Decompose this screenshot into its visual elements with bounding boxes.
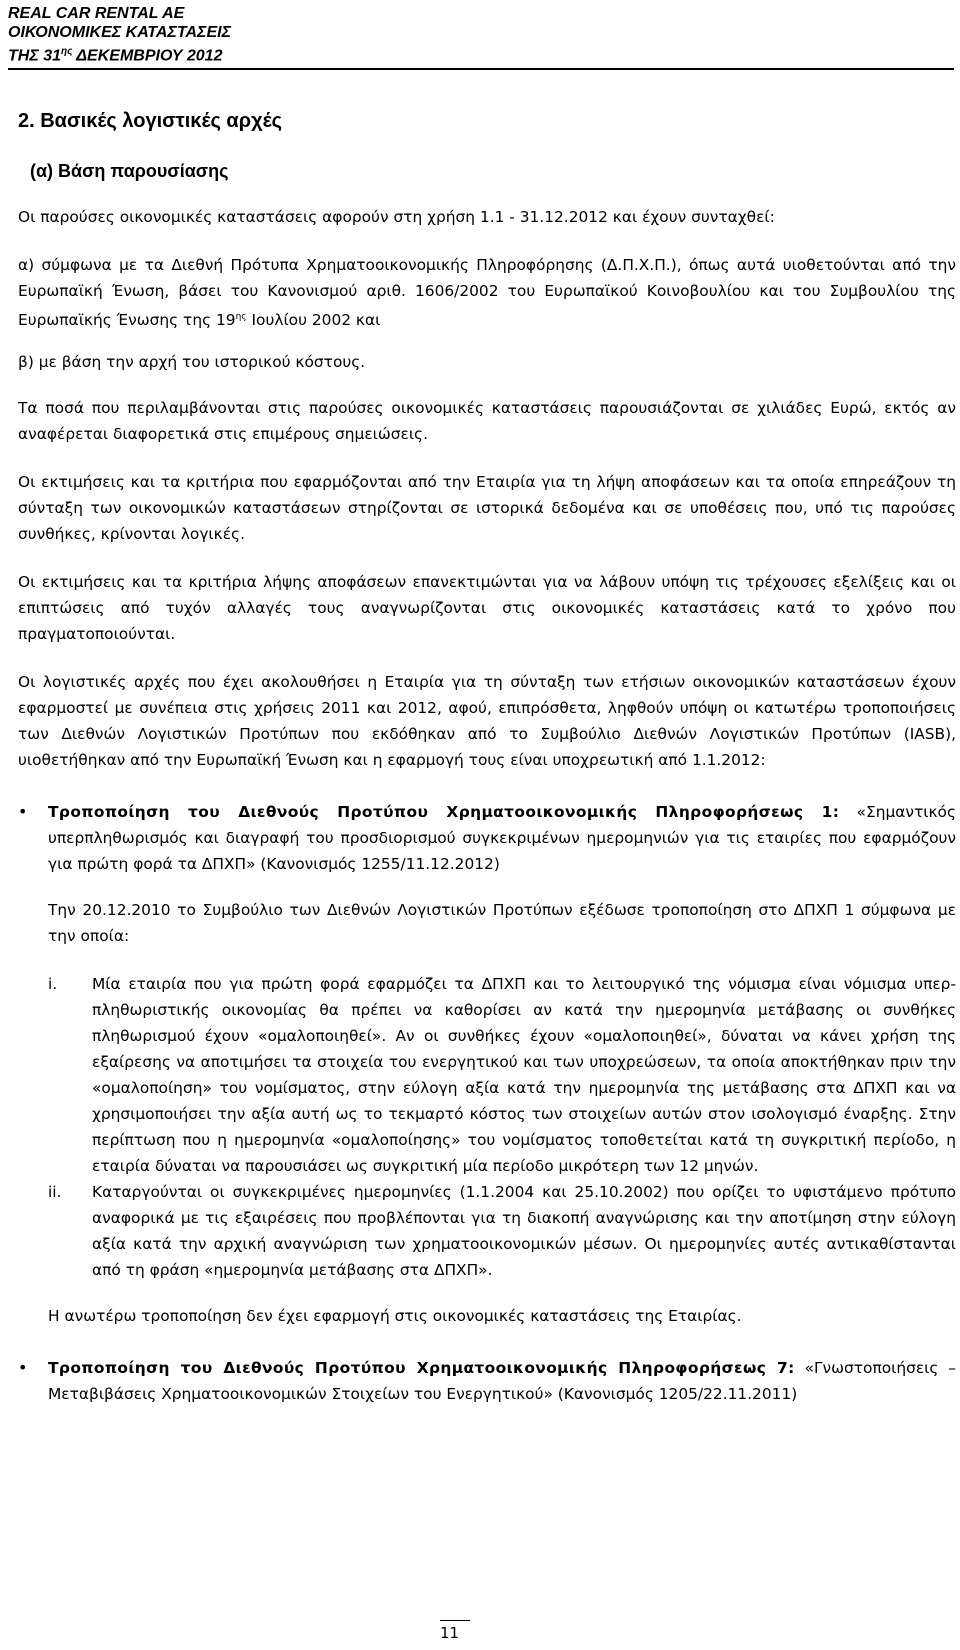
estimates-paragraph-1: Οι εκτιμήσεις και τα κριτήρια που εφαρμόζονται από την Εταιρία για τη λήψη αποφάσεων και τα οποία επηρεάζουν τη σύνταξη των οικονομικών καταστάσεων στηρίζονται σε ιστορικά δεδομένα και σε υποθέσεις που, υπό τις παρούσες συνθήκες, κρίνονται λογικές.: [18, 473, 956, 544]
bullet-icon: •: [18, 1358, 28, 1378]
list-item-number: ii.: [48, 1183, 62, 1202]
ifrs1-amendment-paragraph: Την 20.12.2010 το Συμβούλιο των Διεθνών Λογιστικών Προτύπων εξέδωσε τροποποίηση στο ΔΠΧΠ 1 σύμφωνα με την οποία:: [48, 901, 956, 946]
item-a-paragraph: α) σύμφωνα με τα Διεθνή Πρότυπα Χρηματοοικονομικής Πληροφόρησης (Δ.Π.Χ.Π.), όπως αυτά υιοθετούνται από την Ευρωπαϊκή Ένωση, βάσει του Κανονισμού αριθ. 1606/2002 του Ευρωπαϊκού Κοινοβουλίου και του Συμβουλίου της Ευρωπαϊκής Ένωσης της $19^{\eta\varsigma}$ Ιουλίου 2002 και: [18, 256, 956, 330]
document-header: [8, 4, 231, 65]
bullet-title: Τροποποίηση του Διεθνούς Προτύπου Χρηματοοικονομικής Πληροφορήσεως 7:: [48, 1359, 795, 1378]
item-b-paragraph: β) με βάση την αρχή του ιστορικού κόστους.: [18, 353, 366, 372]
list-item-text: Μία εταιρία που για πρώτη φορά εφαρμόζει τα ΔΠΧΠ και το λειτουργικό της νόμισμα είναι νόμισμα υπερ-πληθωριστικής οικονομίας θα πρέπει να καθορίσει αν κατά την ημερομηνία μετάβασης οι συνθήκες πληθωρισμού έχουν «ομαλοποιηθεί». Αν οι συνθήκες έχουν «ομαλοποιηθεί», δύναται να κάνει χρήση της εξαίρεσης να αποτιμήσει τα στοιχεία του ενεργητικού και των υποχρεώσεων, τα οποία αποκτήθηκαν πριν την «ομαλοποίηση» του νομίσματος, στην εύλογη αξία κατά την ημερομηνία της μετάβασης στα ΔΠΧΠ και να χρησιμοποιήσει την αξία αυτή ως το τεκμαρτό κόστος των στοιχείων αυτών στον ισολογισμό έναρξης. Στην περίπτωση που η ημερομηνία «ομαλοποίησης» του νομίσματος τοποθετείται κατά τη συγκριτική περίοδο, η εταιρία δύναται να παρουσιάσει ως συγκριτική μία περίοδο μικρότερη των 12 μηνών.: [92, 975, 956, 1176]
bullet-title: Τροποποίηση του Διεθνούς Προτύπου Χρηματοοικονομικής Πληροφορήσεως 1:: [48, 803, 840, 822]
section-heading: 2. Βασικές λογιστικές αρχές: [18, 110, 283, 132]
page-number: 11: [440, 1624, 460, 1642]
bullet-description: «Γνωστοποιήσεις – Μεταβιβάσεις Χρηματοοικονομικών Στοιχείων του Ενεργητικού» (Κανονισμός 1205/22.11.2011): [48, 1359, 956, 1404]
list-item: [48, 1179, 956, 1283]
list-item-number: i.: [48, 975, 58, 994]
amounts-paragraph: Τα ποσά που περιλαμβάνονται στις παρούσες οικονομικές καταστάσεις παρουσιάζονται σε χιλιάδες Ευρώ, εκτός αν αναφέρεται διαφορετικά στις επιμέρους σημειώσεις.: [18, 399, 956, 444]
section-subheading: (α) Βάση παρουσίασης: [30, 161, 229, 181]
document-date: ΤΗΣ $31^{\eta\varsigma}$ ΔΕΚΕΜΒΡΙΟΥ 2012: [8, 46, 223, 65]
document-title: ΟΙΚΟΝΟΜΙΚΕΣ ΚΑΤΑΣΤΑΣΕΙΣ: [8, 24, 232, 41]
list-item: [48, 971, 956, 1179]
bullet-ifrs7: [18, 1355, 956, 1407]
policies-paragraph: Οι λογιστικές αρχές που έχει ακολουθήσει η Εταιρία για τη σύνταξη των ετήσιων οικονομικών καταστάσεων έχουν εφαρμοστεί με συνέπεια στις χρήσεις 2011 και 2012, αφού, επιπρόσθετα, ληφθούν υπόψη οι κατωτέρω τροποποιήσεις των Διεθνών Λογιστικών Προτύπων που εκδόθηκαν από το Συμβούλιο Διεθνών Λογιστικών Προτύπων (IASB), υιοθετήθηκαν από την Ευρωπαϊκή Ένωση και η εφαρμογή τους είναι υποχρεωτική από 1.1.2012:: [18, 673, 956, 770]
estimates-paragraph-2: Οι εκτιμήσεις και τα κριτήρια λήψης αποφάσεων επανεκτιμώνται για να λάβουν υπόψη τις τρέχουσες εξελίξεις και οι επιπτώσεις από τυχόν αλλαγές τους αναγνωρίζονται στις οικονομικές καταστάσεις κατά το χρόνο που πραγματοποιούνται.: [18, 573, 956, 644]
bullet-description: «Σημαντικός υπερπληθωρισμός και διαγραφή του προσδιορισμού συγκεκριμένων ημερομηνιών για τις εταιρίες που εφαρμόζουν για πρώτη φορά τα ΔΠΧΠ» (Κανονισμός 1255/11.12.2012): [48, 803, 956, 874]
page-body: [18, 100, 956, 1427]
list-item-text: Καταργούνται οι συγκεκριμένες ημερομηνίες (1.1.2004 και 25.10.2002) που ορίζει το υφιστάμενο πρότυπο αναφορικά με τις εξαιρέσεις που προβλέπονται για τη διακοπή αναγνώρισης και την αποτίμηση στην εύλογη αξία κατά την αρχική αναγνώριση των χρηματοοικονομικών μέσων. Οι ημερομηνίες αυτές αντικαθίστανται από τη φράση «ημερομηνία μετάβασης στα ΔΠΧΠ».: [92, 1183, 956, 1280]
closing-paragraph: Η ανωτέρω τροποποίηση δεν έχει εφαρμογή στις οικονομικές καταστάσεις της Εταιρίας.: [48, 1307, 742, 1326]
intro-paragraph: Οι παρούσες οικονομικές καταστάσεις αφορούν στη χρήση 1.1 - 31.12.2012 και έχουν συνταχθεί:: [18, 208, 775, 226]
bullet-icon: •: [18, 802, 28, 822]
header-divider: [8, 68, 954, 70]
bullet-ifrs1-text: [48, 799, 956, 877]
company-name: REAL CAR RENTAL AE: [8, 5, 185, 22]
bullet-ifrs7-text: [48, 1355, 956, 1407]
footer-divider: [440, 1620, 470, 1621]
bullet-ifrs1: [18, 799, 956, 877]
